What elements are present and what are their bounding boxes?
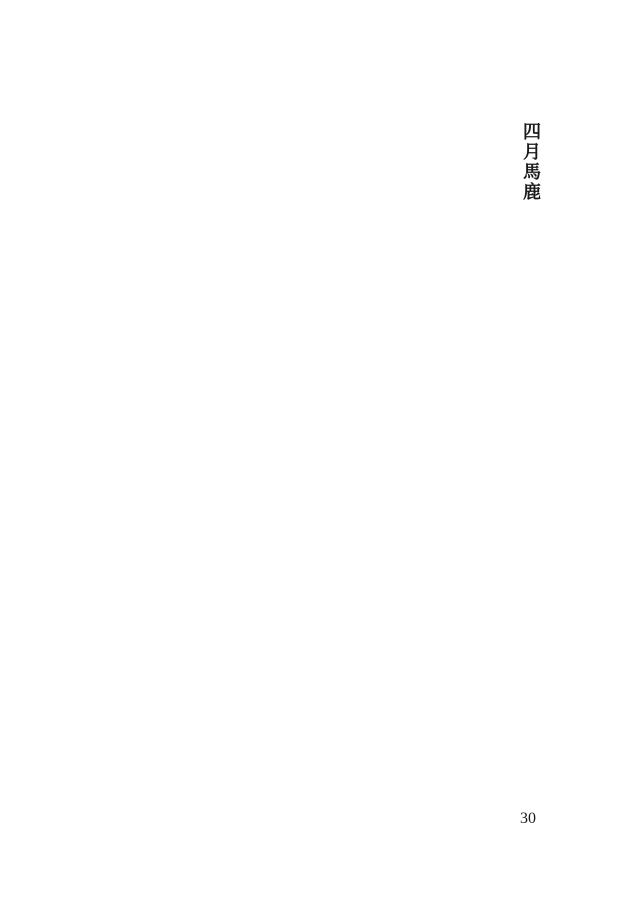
chapter-title: 四月馬鹿 xyxy=(520,122,541,202)
lower-text-block xyxy=(118,475,513,775)
upper-text-block xyxy=(125,125,513,425)
page-number: 30 xyxy=(520,810,536,827)
